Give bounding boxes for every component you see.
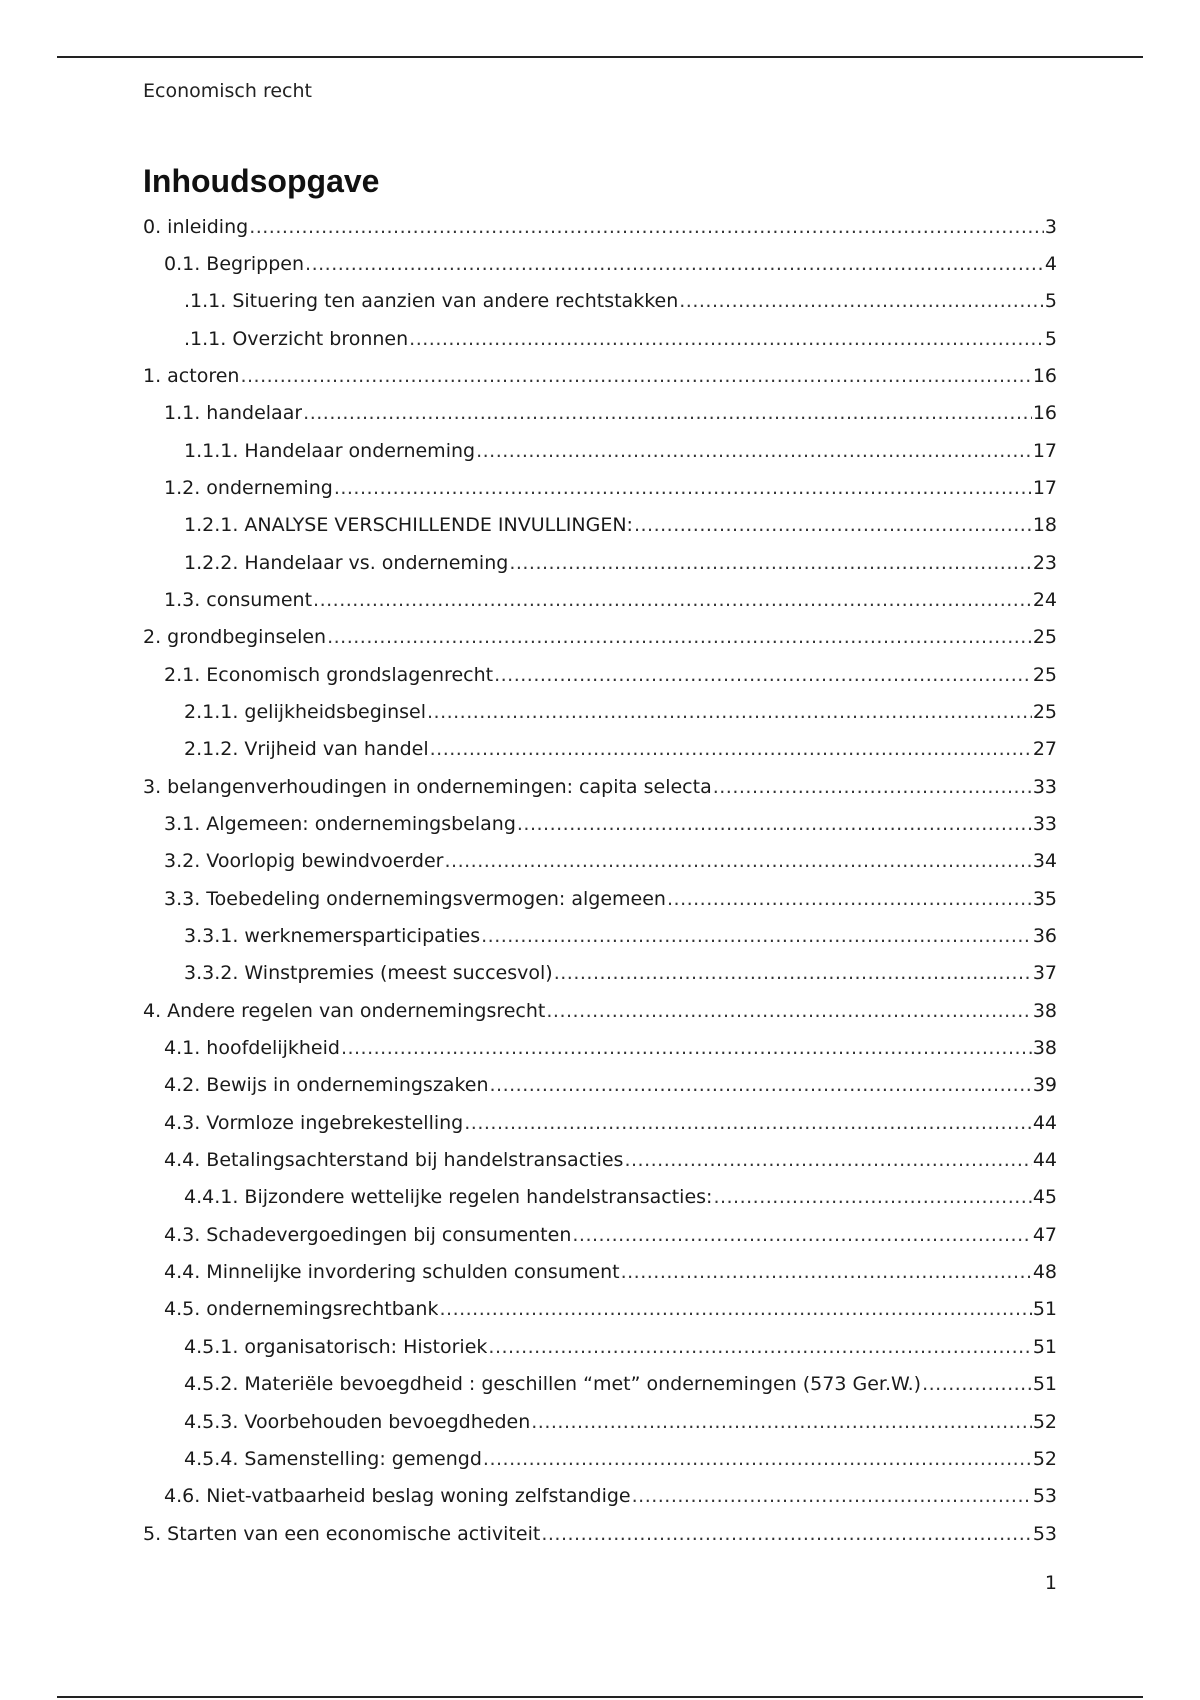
dot-leader	[476, 440, 1032, 462]
toc-entry[interactable]	[143, 925, 1057, 962]
toc-entry-page: 24	[1032, 588, 1057, 611]
toc-entry-label: 1.2.2. Handelaar vs. onderneming	[184, 551, 509, 574]
toc-entry-label: 2.1.2. Vrijheid van handel	[184, 738, 429, 761]
toc-entry-label: 4. Andere regelen van ondernemingsrecht	[143, 999, 546, 1022]
toc-entry[interactable]	[143, 813, 1057, 850]
toc-entry-page: 47	[1032, 1223, 1057, 1246]
dot-leader	[531, 1411, 1032, 1433]
toc-entry-label: 4.1. hoofdelijkheid	[164, 1037, 340, 1060]
toc-entry[interactable]	[143, 1261, 1057, 1298]
toc-entry-page: 4	[1044, 252, 1057, 275]
header-rule	[57, 56, 1143, 58]
dot-leader	[481, 925, 1032, 947]
dot-leader	[541, 1523, 1031, 1545]
toc-entry[interactable]	[143, 1336, 1057, 1373]
toc-entry[interactable]	[143, 253, 1057, 290]
toc-entry[interactable]	[143, 440, 1057, 477]
dot-leader	[313, 589, 1032, 611]
dot-leader	[517, 813, 1032, 835]
toc-entry-label: 4.4.1. Bijzondere wettelijke regelen handelstransacties:	[184, 1186, 713, 1209]
toc-entry-label: .1.1. Overzicht bronnen	[184, 327, 409, 350]
toc-entry-page: 5	[1044, 290, 1057, 313]
toc-entry-label: 5. Starten van een economische activiteit	[143, 1522, 541, 1545]
dot-leader	[341, 1037, 1032, 1059]
toc-entry-label: 4.5.1. organisatorisch: Historiek	[184, 1335, 488, 1358]
running-header: Economisch recht	[143, 80, 312, 102]
toc-entry-page: 38	[1032, 999, 1057, 1022]
toc-entry[interactable]	[143, 850, 1057, 887]
toc-entry[interactable]	[143, 589, 1057, 626]
toc-entry[interactable]	[143, 1373, 1057, 1410]
toc-entry-page: 44	[1032, 1111, 1057, 1134]
toc-entry-label: 1.2. onderneming	[164, 476, 333, 499]
dot-leader	[494, 664, 1032, 686]
toc-entry-page: 16	[1032, 402, 1057, 425]
toc-entry-page: 17	[1032, 476, 1057, 499]
toc-entry-label: 3. belangenverhoudingen in ondernemingen: capita selecta	[143, 775, 712, 798]
toc-entry-page: 3	[1044, 215, 1057, 238]
toc-entry-page: 48	[1032, 1261, 1057, 1284]
toc-entry-label: 4.5.2. Materiële bevoegdheid : geschillen “met” ondernemingen (573 Ger.W.)	[184, 1373, 922, 1396]
toc-entry-page: 37	[1032, 962, 1057, 985]
toc-entry-page: 36	[1032, 925, 1057, 948]
toc-entry[interactable]	[143, 1485, 1057, 1522]
toc-entry-label: 4.2. Bewijs in ondernemingszaken	[164, 1074, 489, 1097]
dot-leader	[445, 850, 1032, 872]
toc-entry-page: 18	[1032, 514, 1057, 537]
toc-entry-page: 5	[1044, 327, 1057, 350]
dot-leader	[464, 1112, 1032, 1134]
toc-entry[interactable]	[143, 1448, 1057, 1485]
toc-entry[interactable]	[143, 328, 1057, 365]
toc-entry[interactable]	[143, 664, 1057, 701]
dot-leader	[554, 962, 1032, 984]
toc-entry[interactable]	[143, 477, 1057, 514]
toc-entry-page: 25	[1032, 626, 1057, 649]
toc-entry[interactable]	[143, 1523, 1057, 1560]
toc-entry-page: 51	[1032, 1298, 1057, 1321]
toc-entry-page: 44	[1032, 1149, 1057, 1172]
toc-entry-label: 3.3.1. werknemersparticipaties	[184, 925, 481, 948]
dot-leader	[572, 1224, 1031, 1246]
toc-entry[interactable]	[143, 1074, 1057, 1111]
dot-leader	[439, 1298, 1031, 1320]
toc-entry-page: 51	[1032, 1335, 1057, 1358]
toc-entry[interactable]	[143, 1037, 1057, 1074]
toc-entry-page: 39	[1032, 1074, 1057, 1097]
toc-entry[interactable]	[143, 402, 1057, 439]
dot-leader	[488, 1336, 1031, 1358]
dot-leader	[713, 1186, 1031, 1208]
toc-entry[interactable]	[143, 216, 1057, 253]
toc-entry[interactable]	[143, 1411, 1057, 1448]
toc-entry-page: 53	[1032, 1522, 1057, 1545]
toc-entry[interactable]	[143, 1000, 1057, 1037]
toc-entry-label: 0. inleiding	[143, 215, 249, 238]
dot-leader	[427, 701, 1032, 723]
toc-entry-label: 0.1. Begrippen	[164, 252, 305, 275]
toc-entry[interactable]	[143, 1298, 1057, 1335]
dot-leader	[249, 216, 1044, 238]
toc-entry-page: 35	[1032, 887, 1057, 910]
footer-rule	[57, 1696, 1143, 1698]
toc-entry-page: 17	[1032, 439, 1057, 462]
dot-leader	[679, 290, 1044, 312]
toc-entry-label: 3.2. Voorlopig bewindvoerder	[164, 850, 444, 873]
dot-leader	[430, 738, 1032, 760]
toc-entry[interactable]	[143, 1149, 1057, 1186]
dot-leader	[632, 1485, 1032, 1507]
toc-entry-page: 25	[1032, 700, 1057, 723]
toc-entry-label: .1.1. Situering ten aanzien van andere rechtstakken	[184, 290, 679, 313]
toc-entry[interactable]	[143, 1224, 1057, 1261]
toc-entry-page: 53	[1032, 1485, 1057, 1508]
toc-entry[interactable]	[143, 776, 1057, 813]
toc-entry-page: 38	[1032, 1037, 1057, 1060]
toc-entry[interactable]	[143, 888, 1057, 925]
toc-entry[interactable]	[143, 365, 1057, 402]
toc-entry[interactable]	[143, 626, 1057, 663]
table-of-contents	[143, 216, 1057, 1560]
toc-entry-label: 4.3. Schadevergoedingen bij consumenten	[164, 1223, 572, 1246]
toc-entry[interactable]	[143, 514, 1057, 551]
toc-entry-page: 51	[1032, 1373, 1057, 1396]
dot-leader	[624, 1149, 1031, 1171]
dot-leader	[483, 1448, 1032, 1470]
toc-entry-label: 4.5. ondernemingsrechtbank	[164, 1298, 439, 1321]
dot-leader	[667, 888, 1032, 910]
toc-entry-label: 1.2.1. ANALYSE VERSCHILLENDE INVULLINGEN:	[184, 514, 633, 537]
toc-entry-page: 45	[1032, 1186, 1057, 1209]
toc-entry-label: 4.6. Niet-vatbaarheid beslag woning zelfstandige	[164, 1485, 631, 1508]
toc-entry-page: 23	[1032, 551, 1057, 574]
dot-leader	[303, 402, 1032, 424]
toc-entry[interactable]	[143, 552, 1057, 589]
toc-entry-label: 4.4. Betalingsachterstand bij handelstransacties	[164, 1149, 624, 1172]
dot-leader	[240, 365, 1031, 387]
toc-entry[interactable]	[143, 738, 1057, 775]
toc-entry-label: 2. grondbeginselen	[143, 626, 327, 649]
dot-leader	[509, 552, 1032, 574]
dot-leader	[305, 253, 1044, 275]
toc-entry-page: 33	[1032, 813, 1057, 835]
dot-leader	[546, 1000, 1031, 1022]
toc-entry-label: 4.4. Minnelijke invordering schulden consument	[164, 1261, 620, 1284]
toc-entry-label: 4.5.4. Samenstelling: gemengd	[184, 1447, 482, 1470]
toc-entry-label: 1.1.1. Handelaar onderneming	[184, 439, 476, 462]
toc-entry-page: 27	[1032, 738, 1057, 761]
dot-leader	[327, 626, 1032, 648]
toc-title: Inhoudsopgave	[143, 163, 380, 199]
toc-entry-page: 52	[1032, 1410, 1057, 1433]
dot-leader	[713, 776, 1032, 798]
toc-entry-label: 4.5.3. Voorbehouden bevoegdheden	[184, 1410, 531, 1433]
toc-entry-page: 52	[1032, 1447, 1057, 1470]
toc-entry-page: 34	[1032, 850, 1057, 873]
toc-entry-label: 1. actoren	[143, 364, 240, 387]
dot-leader	[334, 477, 1032, 499]
toc-entry-page: 16	[1032, 364, 1057, 387]
toc-entry[interactable]	[143, 1186, 1057, 1223]
toc-entry-label: 4.3. Vormloze ingebrekestelling	[164, 1111, 464, 1134]
toc-entry-label: 3.3. Toebedeling ondernemingsvermogen: algemeen	[164, 887, 666, 910]
dot-leader	[634, 514, 1032, 536]
toc-entry-label: 2.1. Economisch grondslagenrecht	[164, 663, 494, 686]
toc-entry-page: 25	[1032, 663, 1057, 686]
toc-entry-label: 1.1. handelaar	[164, 402, 303, 425]
toc-entry-label: 1.3. consument	[164, 588, 313, 611]
toc-entry-label: 2.1.1. gelijkheidsbeginsel	[184, 700, 426, 723]
toc-entry-page: 33	[1032, 775, 1057, 798]
toc-entry[interactable]	[143, 1112, 1057, 1149]
dot-leader	[621, 1261, 1032, 1283]
toc-entry[interactable]	[143, 701, 1057, 738]
toc-entry[interactable]	[143, 290, 1057, 327]
toc-entry-label: 3.1. Algemeen: ondernemingsbelang	[164, 813, 516, 835]
dot-leader	[490, 1074, 1032, 1096]
page-number: 1	[1044, 1572, 1057, 1594]
toc-entry[interactable]	[143, 962, 1057, 999]
dot-leader	[922, 1373, 1032, 1395]
toc-entry-label: 3.3.2. Winstpremies (meest succesvol)	[184, 962, 553, 985]
dot-leader	[409, 328, 1044, 350]
